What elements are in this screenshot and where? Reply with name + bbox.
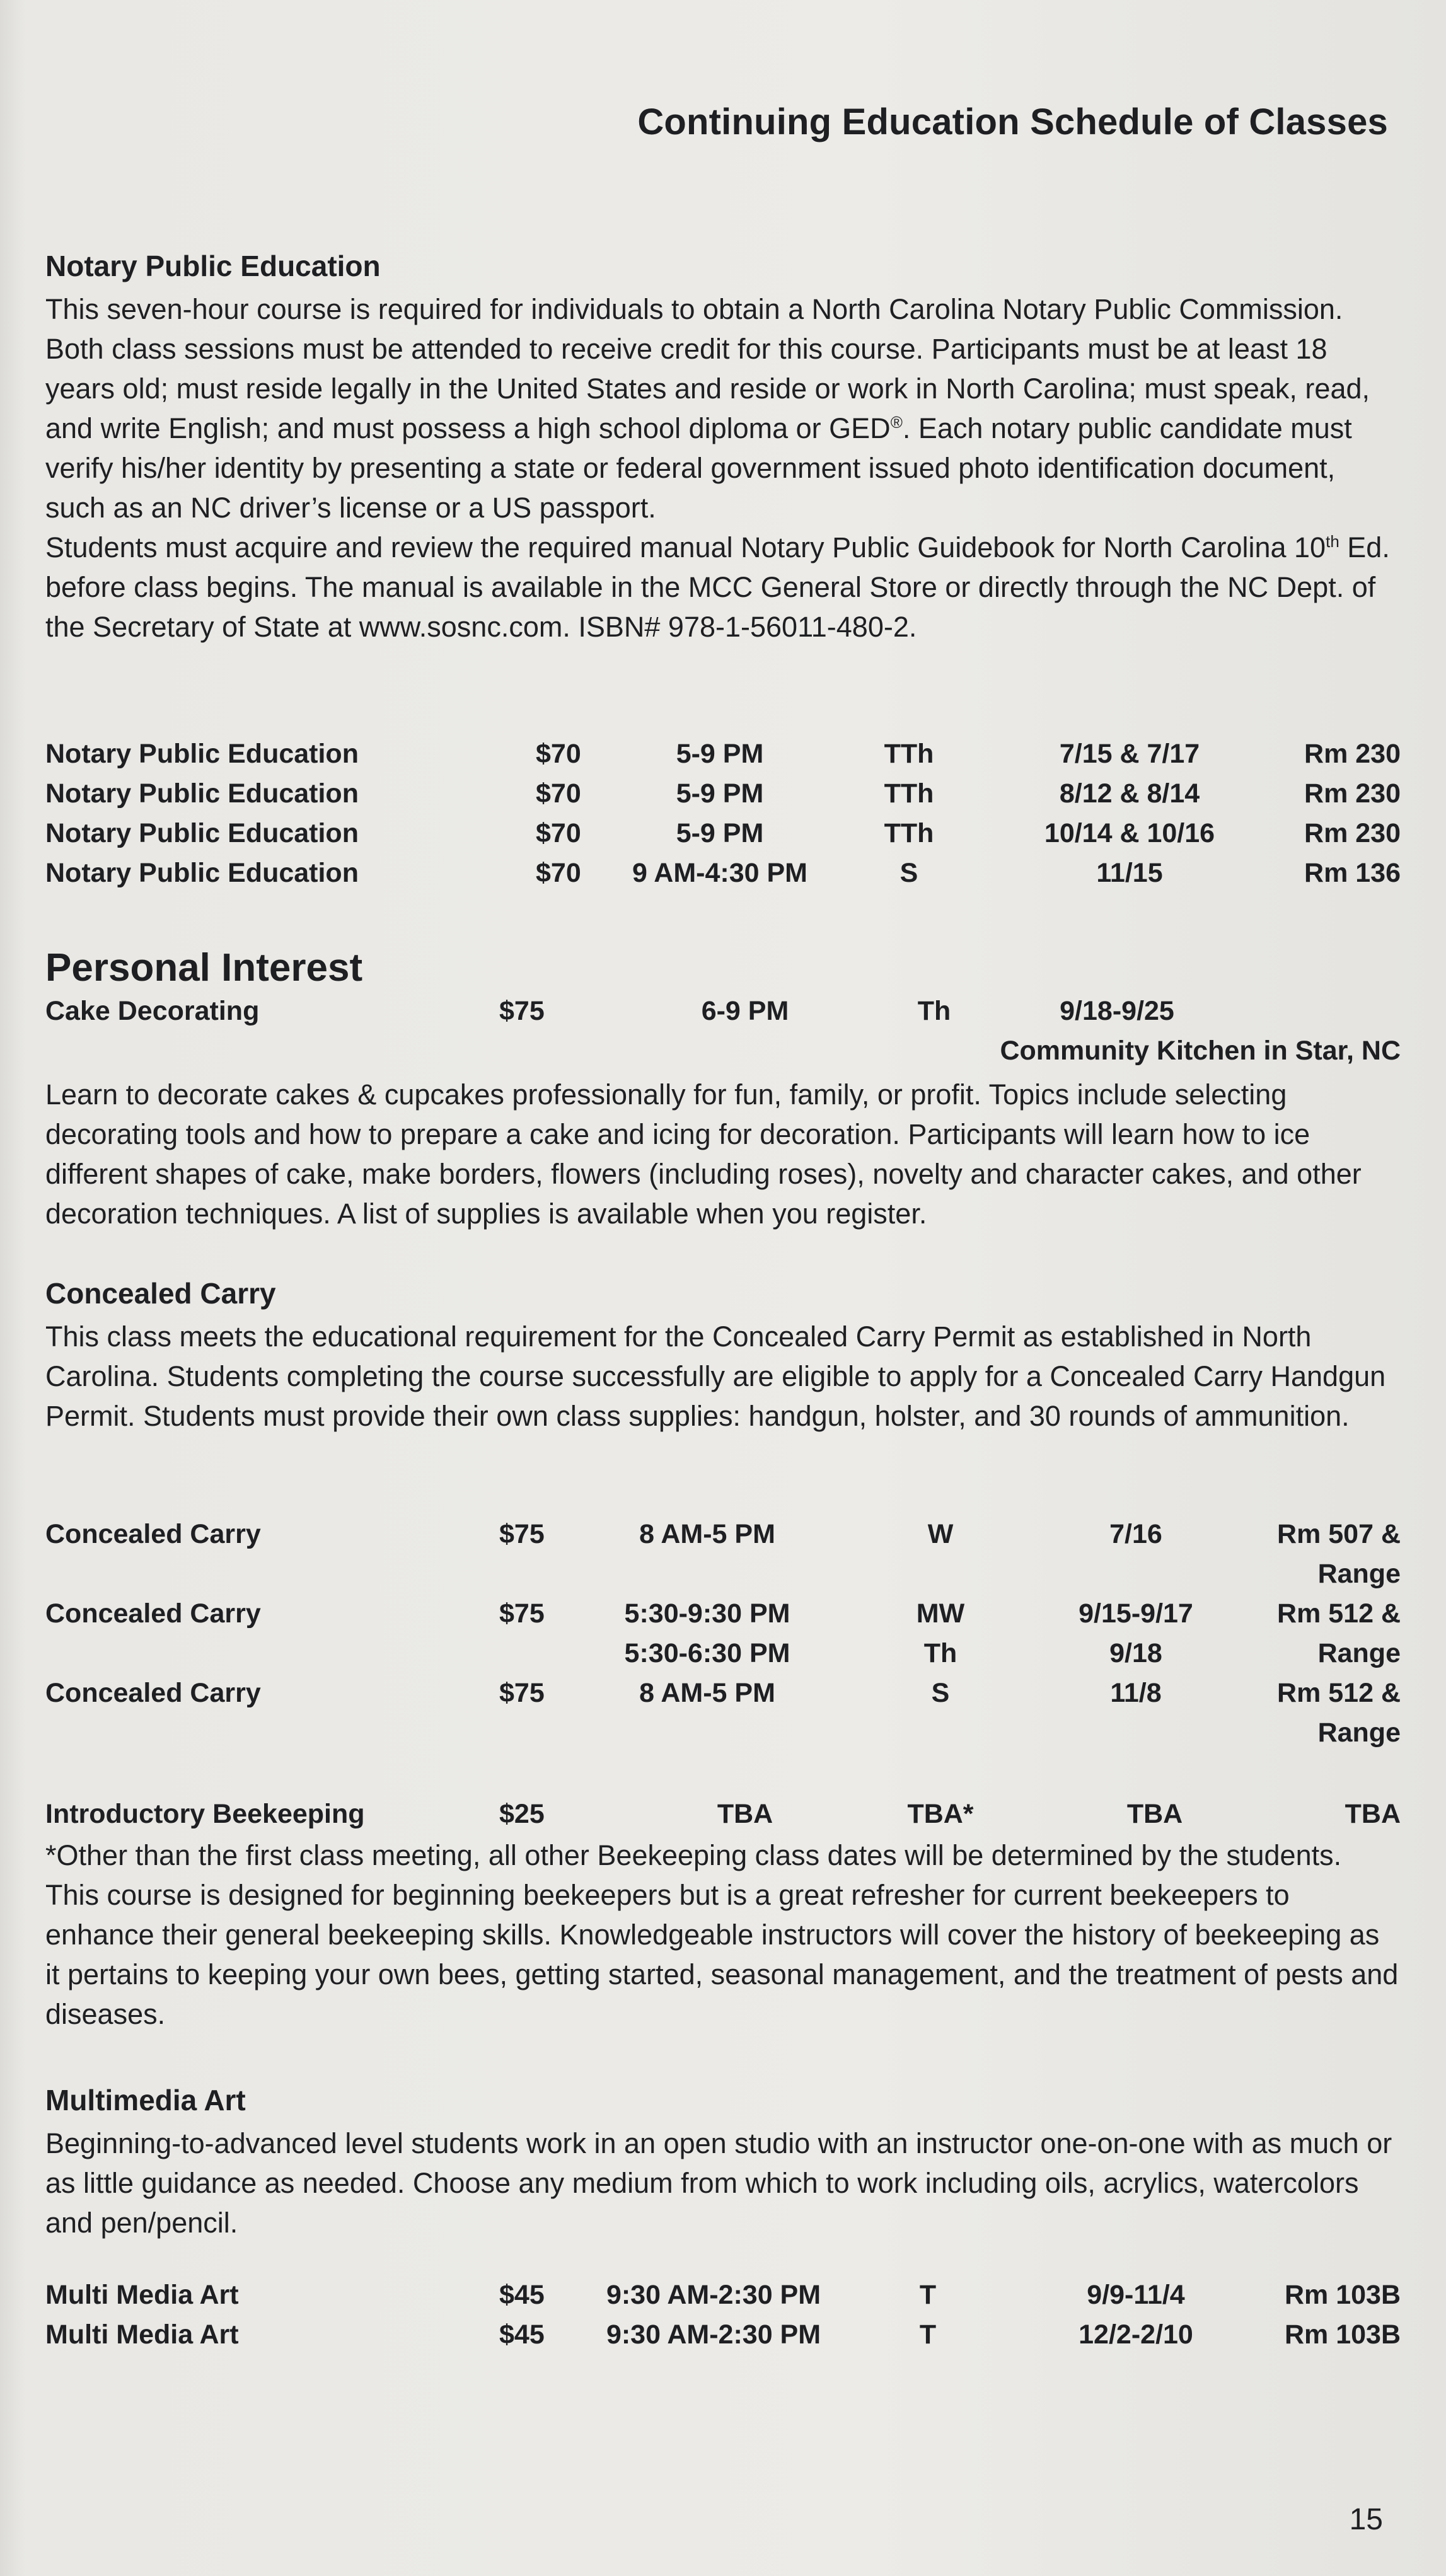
beekeeping-description-block <box>45 1835 1401 2034</box>
days: S <box>931 1678 950 1708</box>
time: 9 AM-4:30 PM <box>632 858 807 888</box>
table-row <box>45 739 1401 778</box>
days: Th <box>917 996 951 1026</box>
fee: $75 <box>499 1519 545 1549</box>
room: Rm 512 & <box>1277 1598 1401 1629</box>
time: 8 AM-5 PM <box>639 1519 775 1549</box>
course-name: Introductory Beekeeping <box>45 1799 365 1829</box>
table-row <box>45 1519 1401 1559</box>
time: 5-9 PM <box>676 778 764 809</box>
art-schedule-table <box>45 2280 1401 2359</box>
carry-section <box>45 1276 1401 1436</box>
carry-description: This class meets the educational requirement for the Concealed Carry Permit as established in North Carolina. Students completing the course successfully are eligible to apply for a Concealed Carry Handgun Permit. Students must provide their own class supplies: handgun, holster, and 30 rounds of ammunition. <box>45 1320 1386 1432</box>
table-row <box>45 1799 1401 1839</box>
table-row <box>45 2280 1401 2319</box>
time-second-session: 5:30-6:30 PM <box>624 1638 790 1668</box>
notary-manual-part-b: Ed. before class begins. The manual is available in the MCC General Store or directly through the NC Dept. of the Secretary of State at www.sosnc.com. ISBN# 978-1-56011-480-2. <box>45 531 1390 643</box>
table-row <box>45 996 1401 1036</box>
days: TTh <box>884 739 934 769</box>
page-title: Continuing Education Schedule of Classes <box>637 101 1388 142</box>
course-name: Notary Public Education <box>45 858 359 888</box>
dates-second-session: 9/18 <box>1109 1638 1162 1668</box>
cake-description-block <box>45 1075 1401 1233</box>
fee: $75 <box>499 1678 545 1708</box>
room: Rm 136 <box>1304 858 1401 888</box>
table-row <box>45 1036 1401 1075</box>
time: 5-9 PM <box>676 739 764 769</box>
room: TBA <box>1345 1799 1401 1829</box>
room: Rm 230 <box>1304 739 1401 769</box>
dates: 8/12 & 8/14 <box>1059 778 1200 809</box>
course-name: Concealed Carry <box>45 1519 261 1549</box>
course-name: Concealed Carry <box>45 1598 261 1629</box>
fee: $70 <box>536 778 581 809</box>
section-heading: Personal Interest <box>45 946 363 990</box>
ordinal-suffix: th <box>1326 532 1339 551</box>
table-row <box>45 778 1401 818</box>
notary-title: Notary Public Education <box>45 250 381 282</box>
room-range: Range <box>1317 1638 1401 1668</box>
fee: $75 <box>499 1598 545 1629</box>
dates: 9/9-11/4 <box>1087 2280 1185 2310</box>
time: 5:30-9:30 PM <box>624 1598 790 1629</box>
art-description: Beginning-to-advanced level students work in an open studio with an instructor one-on-one with as much or as little guidance as needed. Choose any medium from which to work including oils, acrylics, watercolors and pen/pencil. <box>45 2127 1392 2239</box>
notary-manual-note <box>45 528 1401 647</box>
days-second-session: Th <box>923 1638 957 1668</box>
days: TBA* <box>907 1799 974 1829</box>
dates: 11/15 <box>1096 858 1163 888</box>
course-name: Notary Public Education <box>45 739 359 769</box>
fee: $25 <box>499 1799 545 1829</box>
dates: 7/15 & 7/17 <box>1059 739 1200 769</box>
table-row <box>45 1718 1401 1757</box>
table-row <box>45 1559 1401 1598</box>
table-row <box>45 818 1401 858</box>
room: Rm 103B <box>1284 2319 1401 2350</box>
cake-description: Learn to decorate cakes & cupcakes professionally for fun, family, or profit. Topics include selecting decorating tools and how to prepare a cake and icing for decoration. Participants will learn how to ice different shapes of cake, make borders, flowers (including roses), novelty and character cakes, and other decoration techniques. A list of supplies is available when you register. <box>45 1078 1362 1230</box>
time: TBA <box>717 1799 773 1829</box>
days: MW <box>916 1598 965 1629</box>
notary-description <box>45 289 1401 528</box>
fee: $45 <box>499 2280 545 2310</box>
room: Rm 103B <box>1284 2280 1401 2310</box>
table-row <box>45 1678 1401 1718</box>
days: T <box>919 2319 937 2350</box>
room: Rm 507 & <box>1277 1519 1401 1549</box>
notary-desc-part-a: This seven-hour course is required for individuals to obtain a North Carolina Notary Public Commission. Both class sessions must be attended to receive credit for this course. Participants must be at least 18 years old; must reside legally in the United States and reside or work in North Carolina; must speak, read, and write English; and must possess a high school diploma or GED <box>45 293 1370 444</box>
notary-manual-part-a: Students must acquire and review the required manual Notary Public Guidebook for North Carolina 10 <box>45 531 1326 563</box>
notary-section <box>45 249 1401 647</box>
time: 5-9 PM <box>676 818 764 848</box>
dates: 10/14 & 10/16 <box>1044 818 1215 848</box>
dates: 7/16 <box>1109 1519 1162 1549</box>
course-name: Concealed Carry <box>45 1678 261 1708</box>
beekeeping-description: *Other than the first class meeting, all other Beekeeping class dates will be determined by the students. This course is designed for beginning beekeepers but is a great refresher for current beekeepers to enhance their general beekeeping skills. Knowledgeable instructors will cover the history of beekeeping as it pertains to keeping your own bees, getting started, seasonal management, and the treatment of pests and diseases. <box>45 1839 1399 2030</box>
days: TTh <box>884 818 934 848</box>
fee: $70 <box>536 739 581 769</box>
room-range: Range <box>1317 1559 1401 1589</box>
course-name: Multi Media Art <box>45 2319 239 2350</box>
days: TTh <box>884 778 934 809</box>
carry-title: Concealed Carry <box>45 1277 276 1310</box>
days: T <box>919 2280 937 2310</box>
dates: 12/2-2/10 <box>1079 2319 1193 2350</box>
room-range: Range <box>1317 1718 1401 1748</box>
carry-schedule-table <box>45 1519 1401 1757</box>
dates: 11/8 <box>1110 1678 1162 1708</box>
table-row <box>45 2319 1401 2359</box>
dates: TBA <box>1126 1799 1183 1829</box>
days: S <box>899 858 918 888</box>
days: W <box>927 1519 954 1549</box>
personal-interest-heading-block <box>45 945 1401 995</box>
time: 9:30 AM-2:30 PM <box>606 2280 821 2310</box>
art-section <box>45 2083 1401 2243</box>
course-name: Notary Public Education <box>45 778 359 809</box>
course-name: Notary Public Education <box>45 818 359 848</box>
page-number: 15 <box>1349 2503 1383 2536</box>
fee: $45 <box>499 2319 545 2350</box>
dates: 9/18-9/25 <box>1060 996 1174 1026</box>
fee: $70 <box>536 818 581 848</box>
course-name: Cake Decorating <box>45 996 260 1026</box>
time: 6-9 PM <box>701 996 789 1026</box>
table-row <box>45 858 1401 898</box>
time: 8 AM-5 PM <box>639 1678 775 1708</box>
beekeeping-schedule <box>45 1799 1401 1839</box>
table-row <box>45 1598 1401 1638</box>
room: Rm 230 <box>1304 778 1401 809</box>
location: Community Kitchen in Star, NC <box>1000 1036 1401 1066</box>
cake-schedule <box>45 996 1401 1075</box>
room: Rm 230 <box>1304 818 1401 848</box>
room: Rm 512 & <box>1277 1678 1401 1708</box>
course-name: Multi Media Art <box>45 2280 239 2310</box>
fee: $75 <box>499 996 545 1026</box>
table-row <box>45 1638 1401 1678</box>
art-title: Multimedia Art <box>45 2084 246 2117</box>
notary-schedule-table <box>45 739 1401 898</box>
registered-mark: ® <box>890 413 903 432</box>
time: 9:30 AM-2:30 PM <box>606 2319 821 2350</box>
notary-desc-part-b: . Each notary public candidate must verify his/her identity by presenting a state or federal government issued photo identification document, such as an NC driver’s license or a US passport. <box>45 412 1352 524</box>
dates: 9/15-9/17 <box>1079 1598 1193 1629</box>
fee: $70 <box>536 858 581 888</box>
